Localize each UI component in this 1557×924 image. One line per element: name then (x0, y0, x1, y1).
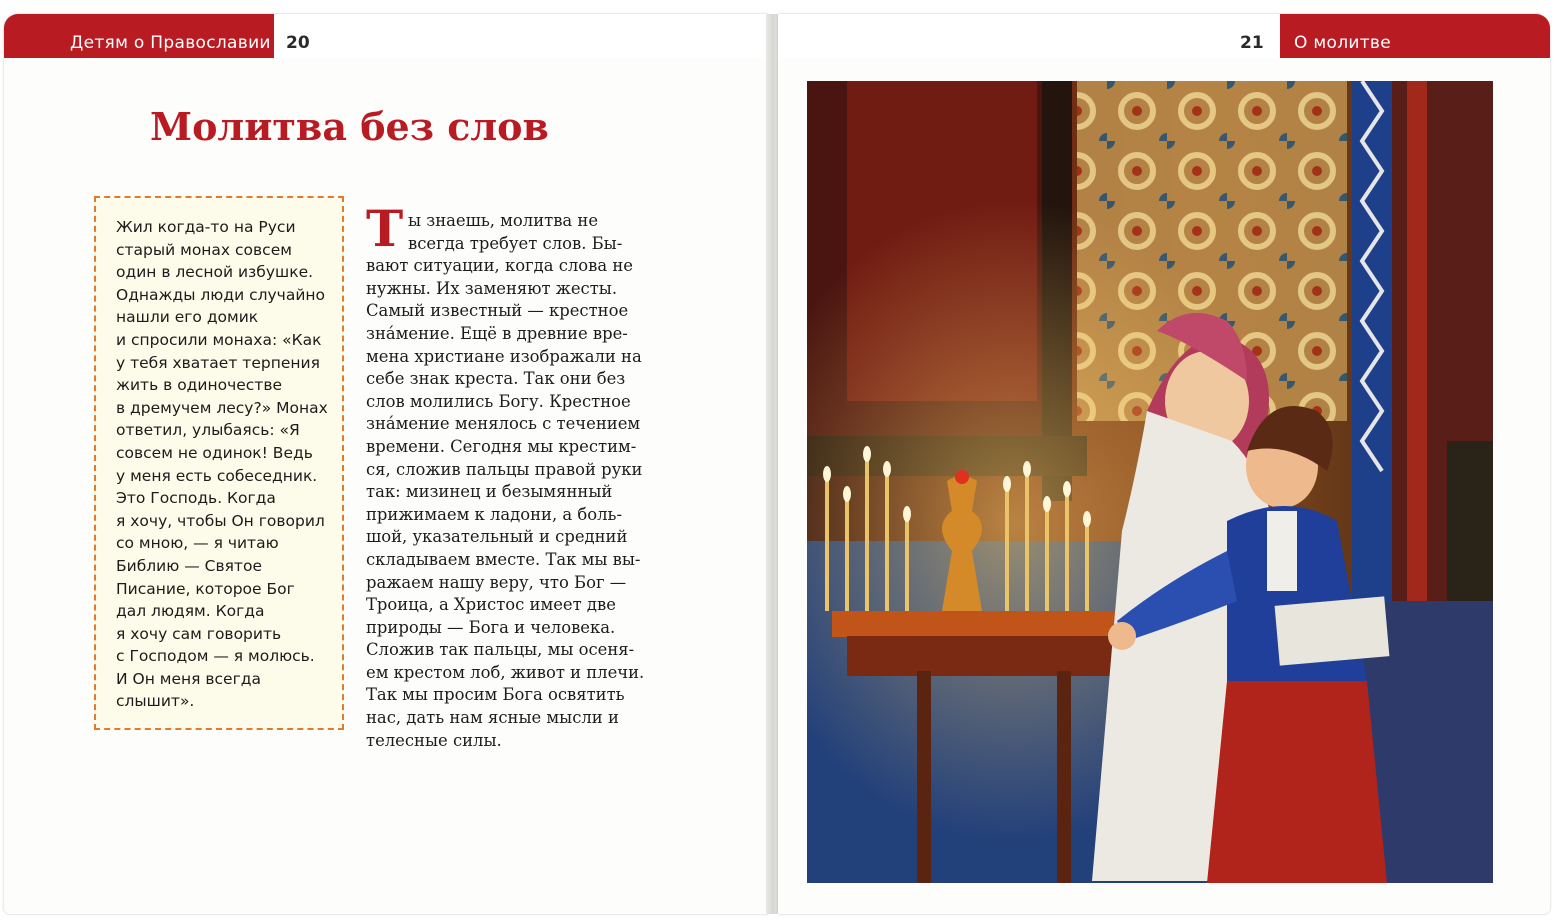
sidebox-line: жить в одиночестве (116, 376, 282, 395)
main-text-line: природы — Бога и человека. (366, 617, 616, 637)
sidebox-line: в дремучем лесу?» Монах (116, 398, 328, 417)
main-text-line: всегда требует слов. Бы- (408, 233, 623, 253)
right-header-title: О молитве (1294, 33, 1392, 53)
main-text-line: зна́мение менялось с течением (366, 414, 641, 434)
sidebox-line: слышит». (116, 692, 195, 711)
right-page (778, 14, 1550, 914)
sidebox-line: у тебя хватает терпения (116, 353, 320, 372)
main-text-line: складываем вместе. Так мы вы- (366, 549, 641, 569)
left-header-blank (274, 14, 768, 58)
sidebox-line: Библию — Святое (116, 556, 262, 575)
sidebox-line: один в лесной избушке. (116, 263, 314, 282)
sidebox-line: и спросили монаха: «Как (116, 330, 322, 349)
sidebox-line: нашли его домик (116, 308, 259, 327)
church-candles-illustration (807, 81, 1493, 883)
main-text-line: ражаем нашу веру, что Бог — (366, 572, 627, 592)
sidebox-line: я хочу сам говорить (116, 624, 282, 643)
main-text-line: Так мы просим Бога освятить (366, 685, 625, 705)
main-text-line: нас, дать нам ясные мысли и (366, 708, 619, 728)
right-header-blank (778, 14, 1280, 58)
main-text (366, 199, 666, 752)
sidebox-line: со мною, — я читаю (116, 534, 279, 553)
sidebox-line: ответил, улыбаясь: «Я (116, 421, 300, 440)
left-page-number: 20 (286, 33, 310, 53)
sidebox-line: И Он меня всегда (116, 669, 261, 688)
main-text-line: себе знак креста. Так они без (366, 369, 626, 389)
sidebox-line: совсем не одинок! Ведь (116, 443, 313, 462)
drop-cap: Т (366, 199, 404, 258)
sidebox-line: дал людям. Когда (116, 602, 265, 621)
main-text-line: так: мизинец и безымянный (366, 482, 613, 502)
sidebox-line: я хочу, чтобы Он говорил (116, 511, 325, 530)
left-header-title: Детям о Православии (70, 33, 271, 53)
story-sidebox (94, 196, 344, 730)
main-text-line: Сложив так пальцы, мы осеня- (366, 640, 635, 660)
main-text-line: времени. Сегодня мы крестим- (366, 436, 637, 456)
main-text-line: ем крестом лоб, живот и плечи. (366, 662, 645, 682)
sidebox-line: Это Господь. Когда (116, 489, 276, 508)
sidebox-line: с Господом — я молюсь. (116, 647, 315, 666)
main-text-line: вают ситуации, когда слова не (366, 256, 634, 276)
left-page (4, 14, 768, 914)
sidebox-line: у меня есть собеседник. (116, 466, 318, 485)
main-text-line: ы знаешь, молитва не (408, 211, 599, 230)
page-title: Молитва без слов (150, 104, 549, 149)
sidebox-line: Жил когда-то на Руси (116, 218, 296, 236)
main-text-line: шой, указательный и средний (366, 527, 628, 547)
main-text-line: мена христиане изображали на (366, 346, 642, 366)
right-page-number: 21 (1240, 33, 1264, 53)
sidebox-line: Однажды люди случайно (116, 285, 326, 304)
main-text-line: телесные силы. (366, 730, 502, 750)
main-text-line: ся, сложив пальцы правой руки (366, 459, 643, 479)
main-text-line: Самый известный — крестное (366, 301, 629, 321)
sidebox-line: старый монах совсем (116, 240, 292, 259)
main-text-line: прижимаем к ладони, а боль- (366, 504, 622, 524)
main-text-line: Троица, а Христос имеет две (366, 595, 616, 615)
main-text-line: нужны. Их заменяют жесты. (366, 278, 618, 298)
sidebox-line: Писание, которое Бог (116, 579, 295, 598)
main-text-line: слов молились Богу. Крестное (366, 391, 631, 411)
main-text-line: зна́мение. Ещё в древние вре- (366, 323, 628, 343)
